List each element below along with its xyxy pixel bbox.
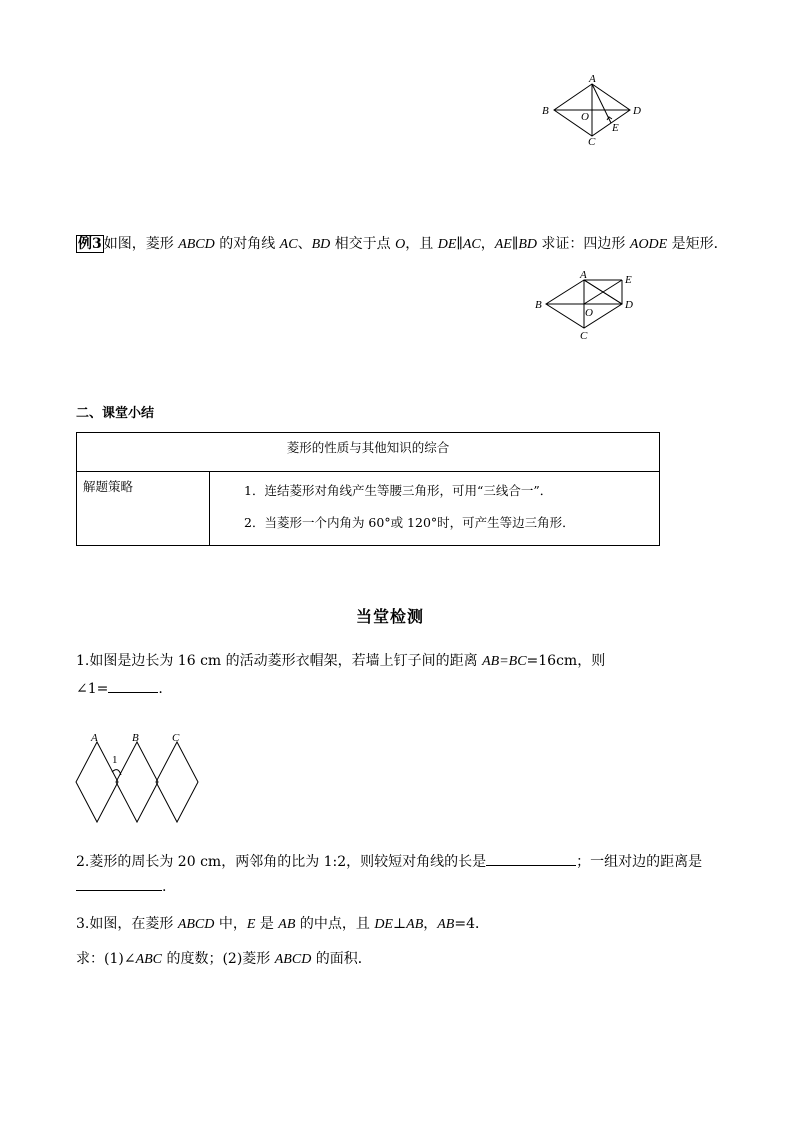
text: ABCD xyxy=(274,952,312,967)
strategy-item-1: 1．连结菱形对角线产生等腰三角形，可用“三线合一”． xyxy=(244,483,553,498)
text: ， xyxy=(423,916,438,932)
answer-blank-2[interactable] xyxy=(486,851,576,866)
label-o: O xyxy=(581,111,589,123)
text: 2.菱形的周长为 20 cm，两邻角的比为 1:2，则较短对角线的长是 xyxy=(76,854,487,870)
example-3 xyxy=(76,234,728,255)
label-a: A xyxy=(580,269,587,281)
text: 的对角线 xyxy=(214,236,280,252)
segment-ae xyxy=(592,84,611,123)
question-2-line-2 xyxy=(76,876,166,897)
answer-blank-3[interactable] xyxy=(76,876,162,891)
text: 1.如图是边长为 16 cm 的活动菱形衣帽架，若墙上钉子间的距离 xyxy=(76,653,483,669)
label-d: D xyxy=(633,105,641,117)
text: AE∥BD xyxy=(494,237,537,252)
figure-rhombus-2 xyxy=(532,268,644,344)
text: AB=BC xyxy=(482,654,527,669)
text: AODE xyxy=(629,237,668,252)
answer-blank-1[interactable] xyxy=(108,678,158,693)
question-1-line-2 xyxy=(76,678,163,699)
text: 求：(1)∠ xyxy=(76,951,136,967)
text: =16cm，则 xyxy=(526,653,606,669)
text: . xyxy=(162,879,167,895)
question-1 xyxy=(76,651,605,672)
label-c: C xyxy=(588,136,596,148)
label-e: E xyxy=(612,122,619,134)
label-a: A xyxy=(589,73,596,85)
text: ， xyxy=(480,236,495,252)
text: =4． xyxy=(454,916,489,932)
text: 的度数；(2)菱形 xyxy=(162,951,275,967)
summary-table-title: 菱形的性质与其他知识的综合 xyxy=(77,433,660,472)
text: 、 xyxy=(297,236,312,252)
text: ；一组对边的距离是 xyxy=(576,854,703,870)
text: AC xyxy=(279,237,298,252)
text: DE⊥AB xyxy=(374,917,424,932)
label-c: C xyxy=(580,330,588,342)
text: DE∥AC xyxy=(437,237,481,252)
text: AB xyxy=(437,917,455,932)
text: 的面积． xyxy=(311,951,372,967)
label-o: O xyxy=(585,307,593,319)
question-3 xyxy=(76,914,489,935)
text: . xyxy=(158,681,163,697)
text: ABC xyxy=(135,952,163,967)
text: BD xyxy=(311,237,331,252)
text: AB xyxy=(278,917,296,932)
label-1: 1 xyxy=(112,754,118,766)
text: 3.如图，在菱形 xyxy=(76,916,178,932)
example-tag: 例3 xyxy=(78,236,102,252)
figure-coat-rack xyxy=(70,728,204,828)
text: ∠1= xyxy=(76,681,109,697)
label-e: E xyxy=(625,274,632,286)
text: 是矩形． xyxy=(667,236,728,252)
text: 中， xyxy=(214,916,247,932)
text: 解题策略 xyxy=(83,479,134,494)
strategy-item-2: 2．当菱形一个内角为 60°或 120°时，可产生等边三角形． xyxy=(244,515,575,530)
text: 如图，菱形 xyxy=(103,236,179,252)
label-b: B xyxy=(132,732,139,744)
label-a: A xyxy=(91,732,98,744)
label-b: B xyxy=(542,105,549,117)
strategy-label xyxy=(77,472,210,546)
label-d: D xyxy=(625,299,633,311)
text: 相交于点 xyxy=(330,236,396,252)
question-2 xyxy=(76,851,702,872)
rhombus-right xyxy=(156,742,198,822)
summary-table xyxy=(76,432,660,546)
table-row xyxy=(77,433,660,472)
table-row xyxy=(77,472,660,546)
text: ABCD xyxy=(178,237,215,252)
text: 的中点，且 xyxy=(295,916,375,932)
text: E xyxy=(246,917,256,932)
text: 求证：四边形 xyxy=(536,236,630,252)
text: ABCD xyxy=(177,917,215,932)
label-b: B xyxy=(535,299,542,311)
figure-rhombus-1 xyxy=(536,72,648,148)
text: 是 xyxy=(255,916,279,932)
text: ，且 xyxy=(405,236,438,252)
text: O xyxy=(395,237,406,252)
rhombus-middle xyxy=(116,742,158,822)
strategy-items xyxy=(210,472,660,546)
summary-heading: 二、课堂小结 xyxy=(76,406,155,421)
section-title: 当堂检测 xyxy=(356,607,425,626)
question-3-line-2 xyxy=(76,949,372,970)
label-c: C xyxy=(172,732,180,744)
